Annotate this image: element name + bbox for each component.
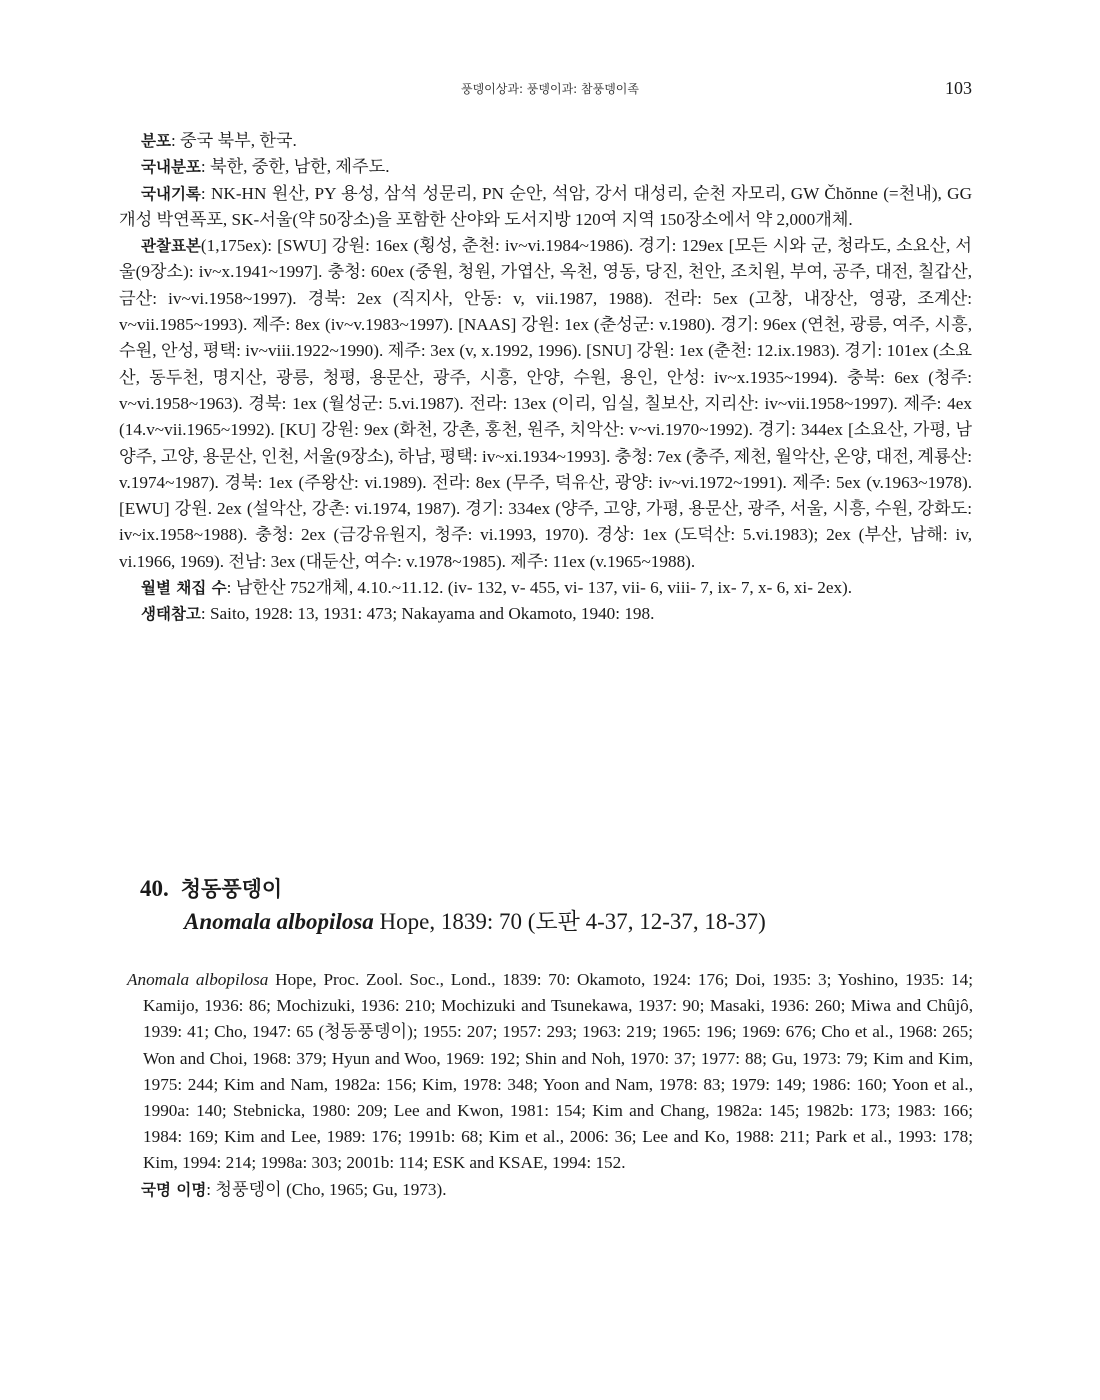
species-scientific-name: Anomala albopilosa — [184, 909, 374, 934]
domestic-records-paragraph — [119, 181, 972, 234]
running-title: 풍뎅이상과: 풍뎅이과: 참풍뎅이족 — [460, 82, 639, 96]
domestic-distribution-text: : 북한, 중한, 남한, 제주도. — [200, 157, 390, 177]
ecology-label: 생태참고 — [141, 605, 201, 624]
species-number: 40. — [140, 876, 169, 901]
distribution-paragraph — [119, 128, 972, 154]
distribution-label: 분포 — [141, 132, 171, 150]
species-korean-name: 청동풍뎅이 — [180, 876, 283, 901]
species-heading — [140, 873, 766, 939]
domestic-records-text: : NK-HN 원산, PY 용성, 삼석 성문리, PN 순안, 석암, 강서 대성리, 순천 자모리, GW Čhŏnne (=천내), GG 개성 박연폭포, SK-서울(약 50장소)을 포함한 산야와 도서지방 120여 지역 150장소에서 약 2,000개체. — [119, 183, 972, 229]
synonymy-references: Hope, Proc. Zool. Soc., Lond., 1839: 70: Okamoto, 1924: 176; Doi, 1935: 3; Yoshino, 1935: 14; Kamijo, 1936: 86; Mochizuki, 1936: 210; Mochizuki and Tsunekawa, 1937: 90; Masaki, 1936: 260; Miwa and Chûjô, 1939: 41; Cho, 1947: 65 (청동풍뎅이); 1955: 207; 1957: 293; 1963: 219; 1965: 196; 1969: 676; Cho et al., 1968: 265; Won and Choi, 1968: 379; Hyun and Woo, 1969: 192; Shin and Noh, 1970: 37; 1977: 88; Gu, 1973: 79; Kim and Kim, 1975: 244; Kim and Nam, 1982a: 156; Kim, 1978: 348; Yoon and Nam, 1978: 83; 1979: 149; 1986: 160; Yoon et al., 1990a: 140; Stebnicka, 1980: 209; Lee and Kwon, 1981: 154; Kim and Chang, 1982a: 145; 1982b: 173; 1983: 166; 1984: 169; Kim and Lee, 1989: 176; 1991b: 68; Kim et al., 2006: 36; Lee and Ko, 1988: 211; Park et al., 1993: 178; Kim, 1994: 214; 1998a: 303; 2001b: 114; ESK and KSAE, 1994: 152. — [143, 970, 973, 1173]
species-number-line — [140, 873, 766, 905]
monthly-label: 월별 채집 수 — [141, 579, 227, 598]
synonymy-name: Anomala albopilosa — [127, 970, 269, 989]
monthly-text: : 남한산 752개체, 4.10.~11.12. (iv- 132, v- 455, vi- 137, vii- 6, viii- 7, ix- 7, x- 6, xi- 2ex). — [226, 578, 853, 598]
ecology-text: : Saito, 1928: 13, 1931: 473; Nakayama and Okamoto, 1940: 198. — [200, 604, 655, 624]
specimens-paragraph — [119, 233, 972, 575]
korean-synonym-paragraph — [127, 1177, 973, 1203]
specimens-text: (1,175ex): [SWU] 강원: 16ex (횡성, 춘천: iv~vi.1984~1986). 경기: 129ex [모든 시와 군, 청라도, 소요산, 서울(9장소): iv~x.1941~1997]. 충청: 60ex (중원, 청원, 가엽산, 옥천, 영동, 당진, 천안, 조치원, 부여, 공주, 대전, 칠갑산, 금산: iv~vi.1958~1997). 경북: 2ex (직지사, 안동: v, vii.1987, 1988). 전라: 5ex (고창, 내장산, 영광, 조계산: v~vii.1985~1993). 제주: 8ex (iv~v.1983~1997). [NAAS] 강원: 1ex (춘성군: v.1980). 경기: 96ex (연천, 광릉, 여주, 시흥, 수원, 안성, 평택: iv~viii.1922~1990). 제주: 3ex (v, x.1992, 1996). [SNU] 강원: 1ex (춘천: 12.ix.1983). 경기: 101ex (소요산, 동두천, 명지산, 광릉, 청평, 용문산, 광주, 시흥, 안양, 수원, 용인, 안성: iv~x.1935~1994). 충북: 6ex (청주: v~vi.1958~1963). 경북: 1ex (월성군: 5.vi.1987). 전라: 13ex (이리, 임실, 칠보산, 지리산: iv~vii.1958~1997). 제주: 4ex (14.v~vii.1965~1992). [KU] 강원: 9ex (화천, 강촌, 홍천, 원주, 치악산: v~vi.1970~1992). 경기: 344ex [소요산, 가평, 남양주, 고양, 용문산, 인천, 서울(9장소), 하남, 평택: iv~xi.1934~1993]. 충청: 7ex (충주, 제천, 월악산, 온양, 대전, 계룡산: v.1974~1987). 경북: 1ex (주왕산: vi.1989). 전라: 8ex (무주, 덕유산, 광양: iv~vi.1972~1991). 제주: 5ex (v.1963~1978). [EWU] 강원. 2ex (설악산, 강촌: vi.1974, 1987). 경기: 334ex (양주, 고양, 가평, 용문산, 광주, 서울, 시흥, 수원, 강화도: iv~ix.1958~1988). 충청: 2ex (금강유원지, 청주: vi.1993, 1970). 경상: 1ex (도덕산: 5.vi.1983); 2ex (부산, 남해: iv, vi.1966, 1969). 전남: 3ex (대둔산, 여수: v.1978~1985). 제주: 11ex (v.1965~1988). — [119, 236, 972, 571]
korean-synonym-text: : 청풍뎅이 (Cho, 1965; Gu, 1973). — [206, 1179, 447, 1199]
domestic-distribution-label: 국내분포 — [141, 158, 201, 177]
specimens-label: 관찰표본 — [141, 237, 201, 256]
species-scientific-line — [140, 905, 766, 939]
page-number: 103 — [945, 78, 972, 98]
korean-synonym-label: 국명 이명 — [141, 1180, 207, 1199]
domestic-records-label: 국내기록 — [141, 184, 201, 203]
domestic-distribution-paragraph — [119, 154, 972, 180]
species-author-citation: Hope, 1839: 70 (도판 4-37, 12-37, 18-37) — [373, 909, 766, 934]
ecology-paragraph — [119, 601, 972, 627]
running-header — [0, 78, 1100, 98]
synonymy-section — [127, 967, 973, 1203]
distribution-text: : 중국 북부, 한국. — [170, 131, 297, 150]
monthly-paragraph — [119, 575, 972, 601]
species-account-continued — [119, 128, 972, 628]
synonymy-entry — [127, 967, 973, 1177]
